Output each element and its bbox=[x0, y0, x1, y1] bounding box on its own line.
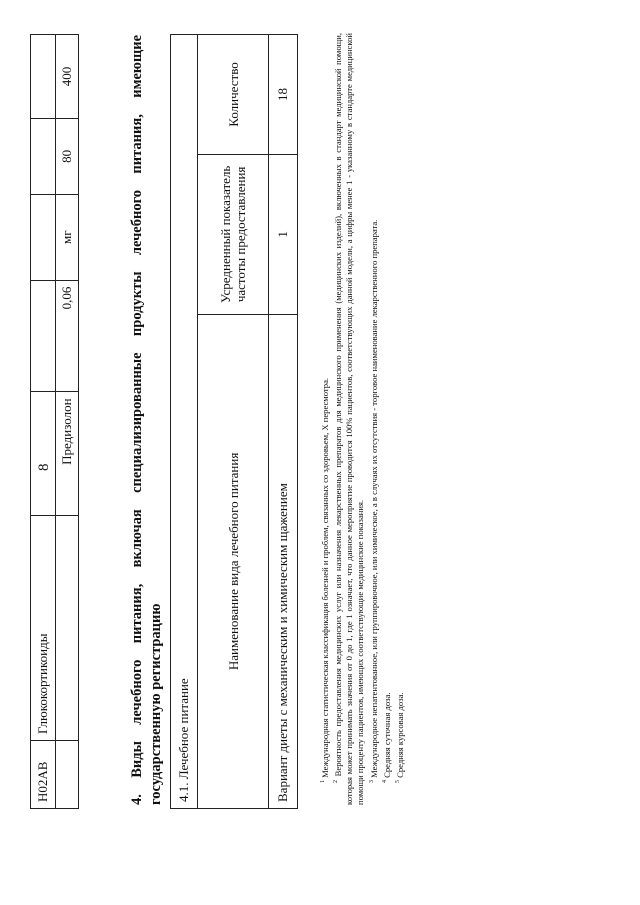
subsection-row bbox=[171, 35, 198, 809]
footnotes bbox=[318, 33, 406, 805]
drug-frequency: 0,06 bbox=[56, 280, 79, 392]
drug-course-dose: 400 bbox=[56, 35, 79, 119]
section-title: 4. Виды лечебного питания, включая специализированные продукты лечебного питания, имеющие государственную регистрацию bbox=[129, 35, 164, 805]
atc-code: H02AB bbox=[31, 741, 56, 809]
drug-group-row bbox=[31, 35, 56, 809]
nutrition-table bbox=[170, 34, 298, 809]
table-row bbox=[269, 35, 298, 809]
page-number: 8 bbox=[36, 463, 52, 471]
footnote: $^3$ Международное непатентованное, или группировочное, или химическое, а в случаях их отсутствия - торговое наименование лекарственного препарата. bbox=[368, 219, 379, 783]
header-name: Наименование вида лечебного питания bbox=[198, 314, 269, 808]
footnote: $^4$ Средняя суточная доза. bbox=[381, 692, 392, 783]
footnote: $^5$ Средняя курсовая доза. bbox=[394, 692, 405, 783]
header-count: Количество bbox=[198, 35, 269, 155]
drug-group-name: Глюкокортикоиды bbox=[31, 516, 56, 741]
drug-daily-dose: 80 bbox=[56, 118, 79, 194]
footnote: $^1$ Международная статистическая классификация болезней и проблем, связанных со здоровьем, X пересмотра. bbox=[319, 377, 330, 783]
drug-table bbox=[30, 34, 79, 809]
drug-unit: мг bbox=[56, 194, 79, 280]
drug-name: Предизолон bbox=[56, 392, 79, 516]
diet-name: Вариант диеты с механическим и химическим щажением bbox=[269, 314, 298, 808]
table-header-row bbox=[198, 35, 269, 809]
footnote: $^2$ Вероятность предоставления медицинских услуг или назначения лекарственных препаратов для медицинского применения (медицинских изделий), включенных в стандарт медицинской помощи, которая может принимать значения от 0 до 1, где 1 означает, что данное мероприятие проводится 100% пациентов, соответствующих данной модели, а цифры менее 1 - указанному в стандарте медицинской помощи проценту пациентов, имеющих соответствующие медицинские показания. bbox=[332, 33, 366, 805]
diet-count: 18 bbox=[269, 35, 298, 155]
diet-frequency: 1 bbox=[269, 154, 298, 314]
header-frequency: Усредненный показатель частоты предоставления bbox=[198, 154, 269, 314]
subsection-title: 4.1. Лечебное питание bbox=[171, 35, 198, 809]
drug-row bbox=[56, 35, 79, 809]
